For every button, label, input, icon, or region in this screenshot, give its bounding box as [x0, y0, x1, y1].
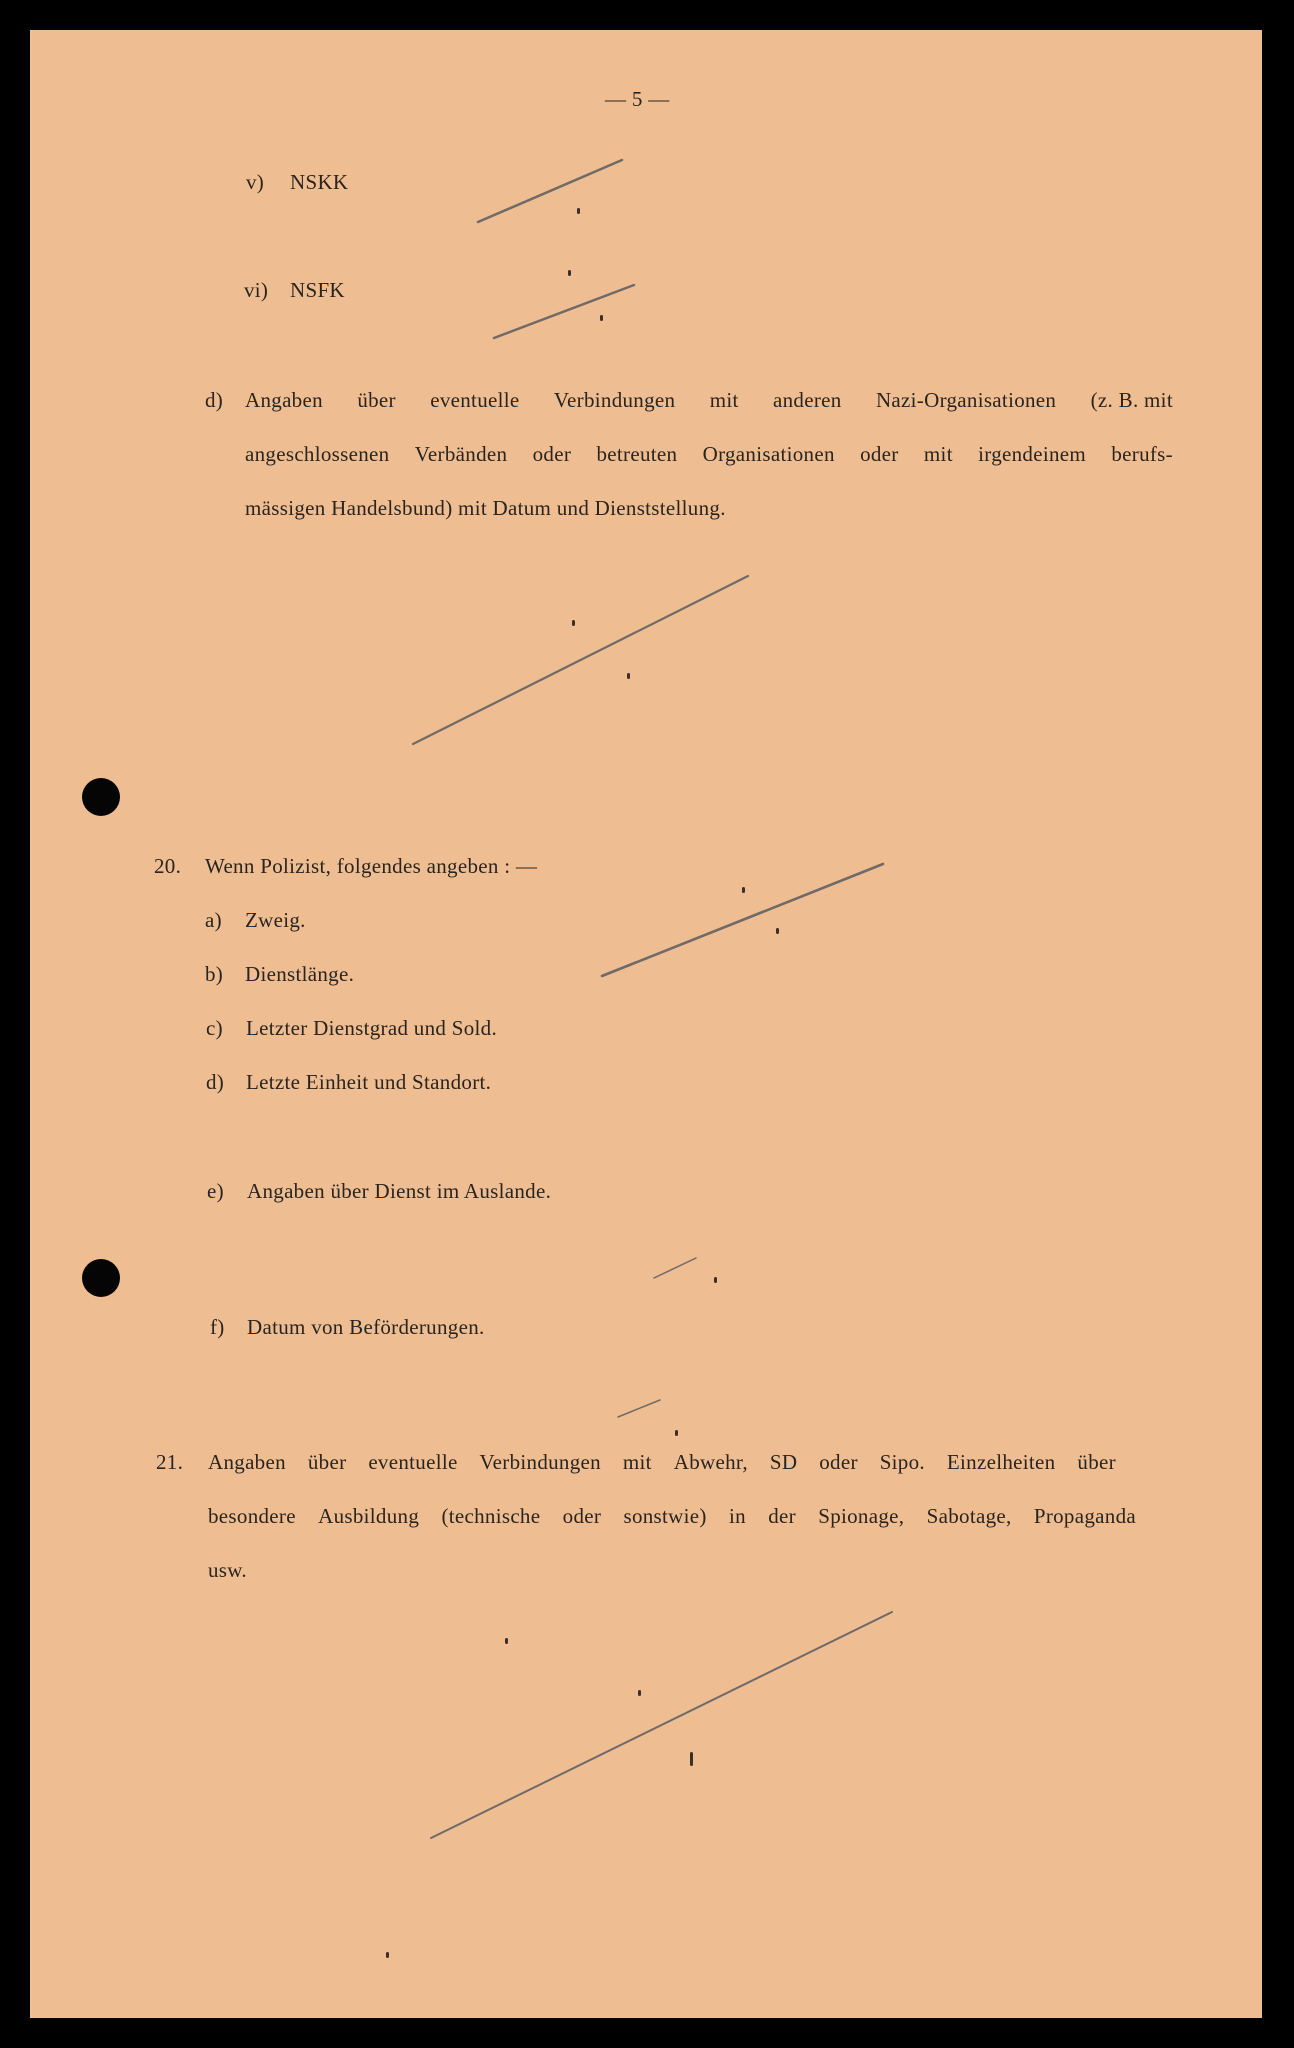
- punch-hole-lower: [82, 1259, 120, 1297]
- q20-title: Wenn Polizist, folgendes angeben : —: [205, 854, 538, 878]
- item-vi-marker: vi): [244, 278, 269, 302]
- q20-f-label: Datum von Beförderungen.: [247, 1315, 485, 1339]
- item-vi-label: NSFK: [290, 278, 345, 302]
- strike-item-d: [413, 576, 748, 744]
- pencil-speck: [690, 1752, 693, 1766]
- page-number: — 5 —: [605, 87, 670, 111]
- item-d-line1: Angaben über eventuelle Verbindungen mit anderen Nazi-Organisationen (z. B. mit: [245, 388, 1173, 412]
- pencil-speck: [776, 928, 779, 934]
- strike-q20-e: [654, 1258, 696, 1278]
- q21-line3: usw.: [208, 1558, 247, 1582]
- q21-line1: Angaben über eventuelle Verbindungen mit Abwehr, SD oder Sipo. Einzelheiten über: [208, 1450, 1116, 1474]
- strike-q21: [431, 1612, 892, 1838]
- item-d-line2: angeschlossenen Verbänden oder betreuten Organisationen oder mit irgendeinem berufs-: [245, 442, 1173, 466]
- pencil-speck: [577, 208, 580, 214]
- pencil-speck: [600, 315, 603, 321]
- q20-e-label: Angaben über Dienst im Auslande.: [247, 1179, 552, 1203]
- strike-nsfk: [494, 285, 634, 338]
- strike-q20-f: [618, 1400, 660, 1417]
- q20-a-marker: a): [205, 908, 222, 932]
- q20-number: 20.: [154, 854, 182, 878]
- document-page: [30, 30, 1262, 2018]
- item-d-line3: mässigen Handelsbund) mit Datum und Dienststellung.: [245, 496, 726, 520]
- pencil-speck: [568, 270, 571, 276]
- pencil-speck: [675, 1430, 678, 1436]
- pencil-speck: [714, 1277, 717, 1283]
- q20-c-label: Letzter Dienstgrad und Sold.: [246, 1016, 498, 1040]
- q20-c-marker: c): [206, 1016, 223, 1040]
- q20-d-marker: d): [206, 1070, 225, 1094]
- q21-number: 21.: [156, 1450, 184, 1474]
- item-d-marker: d): [205, 388, 224, 412]
- q20-b-label: Dienstlänge.: [245, 962, 355, 986]
- item-v-marker: v): [246, 170, 265, 194]
- item-v-label: NSKK: [290, 170, 349, 194]
- pencil-speck: [627, 673, 630, 679]
- q20-f-marker: f): [210, 1315, 225, 1339]
- strike-nskk: [478, 160, 622, 222]
- pencil-speck: [742, 887, 745, 893]
- pencil-speck: [572, 620, 575, 626]
- q20-b-marker: b): [205, 962, 224, 986]
- q20-d-label: Letzte Einheit und Standort.: [246, 1070, 492, 1094]
- q20-a-label: Zweig.: [245, 908, 306, 932]
- strike-q20: [602, 864, 883, 976]
- punch-hole-upper: [82, 778, 120, 816]
- pencil-speck: [386, 1952, 389, 1958]
- q21-line2: besondere Ausbildung (technische oder sonstwie) in der Spionage, Sabotage, Propaganda: [208, 1504, 1136, 1528]
- q20-e-marker: e): [207, 1179, 224, 1203]
- pencil-speck: [638, 1690, 641, 1696]
- pencil-speck: [505, 1638, 508, 1644]
